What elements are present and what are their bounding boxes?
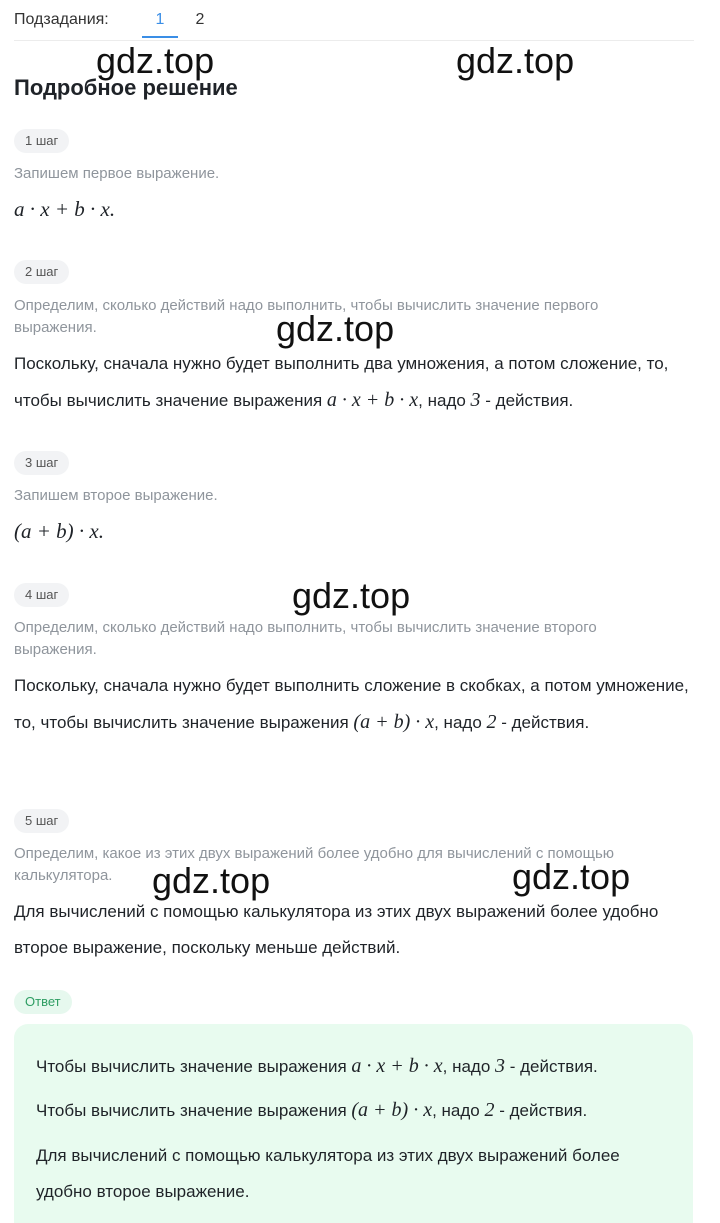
step-1-badge: 1 шаг (14, 129, 69, 153)
step-2-expression: a · x + b · x (326, 389, 419, 411)
watermark: gdz.top (152, 860, 271, 901)
subtasks-label: Подзадания: (14, 11, 109, 28)
step-5-hint: Определим, какое из этих двух выражений более удобно для вычислений с помощью калькулятора. (14, 845, 615, 884)
watermark: gdz.top (96, 40, 215, 81)
answer-badge: Ответ (14, 990, 72, 1014)
step-1-hint: Запишем первое выражение. (14, 165, 220, 182)
step-4-expression: (a + b) · x (353, 711, 435, 733)
answer-line-2: Чтобы вычислить значение выражения (a + b) · x, надо 2 - действия. (36, 1099, 588, 1121)
watermark: gdz.top (276, 308, 395, 349)
answer-line-3: Для вычислений с помощью калькулятора из этих двух выражений более удобно второе выражение. (36, 1146, 620, 1201)
watermark: gdz.top (512, 856, 631, 897)
answer-line-1: Чтобы вычислить значение выражения a · x + b · x, надо 3 - действия. (36, 1055, 598, 1077)
step-5-badge: 5 шаг (14, 809, 69, 833)
step-2-badge: 2 шаг (14, 260, 69, 284)
answer-box (14, 1024, 693, 1223)
step-2-text: Поскольку, сначала нужно будет выполнить два умножения, а потом сложение, то, чтобы вычислить значение выражения a · x + b · x, надо 3 - действия. (14, 354, 669, 411)
watermark: gdz.top (292, 575, 411, 616)
step-5-text: Для вычислений с помощью калькулятора из этих двух выражений более удобно второе выражение, поскольку меньше действий. (14, 902, 659, 957)
step-3-formula: (a + b) · x. (14, 519, 104, 543)
step-2-hint: Определим, сколько действий надо выполнить, чтобы вычислить значение первого выражения. (14, 297, 599, 336)
step-1-formula: a · x + b · x. (14, 197, 116, 221)
watermark: gdz.top (456, 40, 575, 81)
solution-heading: Подробное решение (14, 75, 238, 100)
step-3-hint: Запишем второе выражение. (14, 487, 218, 504)
active-tab-indicator (142, 36, 178, 38)
step-2-count: 3 (470, 389, 481, 411)
step-4-badge: 4 шаг (14, 583, 69, 607)
step-4-count: 2 (486, 711, 497, 733)
step-3-badge: 3 шаг (14, 451, 69, 475)
step-4-hint: Определим, сколько действий надо выполнить, чтобы вычислить значение второго выражения. (14, 619, 597, 658)
tab-subtask-1[interactable]: 1 (155, 11, 165, 28)
step-4-text: Поскольку, сначала нужно будет выполнить сложение в скобках, а потом умножение, то, чтобы вычислить значение выражения (a + b) · x, надо 2 - действия. (14, 676, 689, 733)
tab-subtask-2[interactable]: 2 (195, 11, 205, 28)
subtask-tabs (14, 0, 694, 41)
